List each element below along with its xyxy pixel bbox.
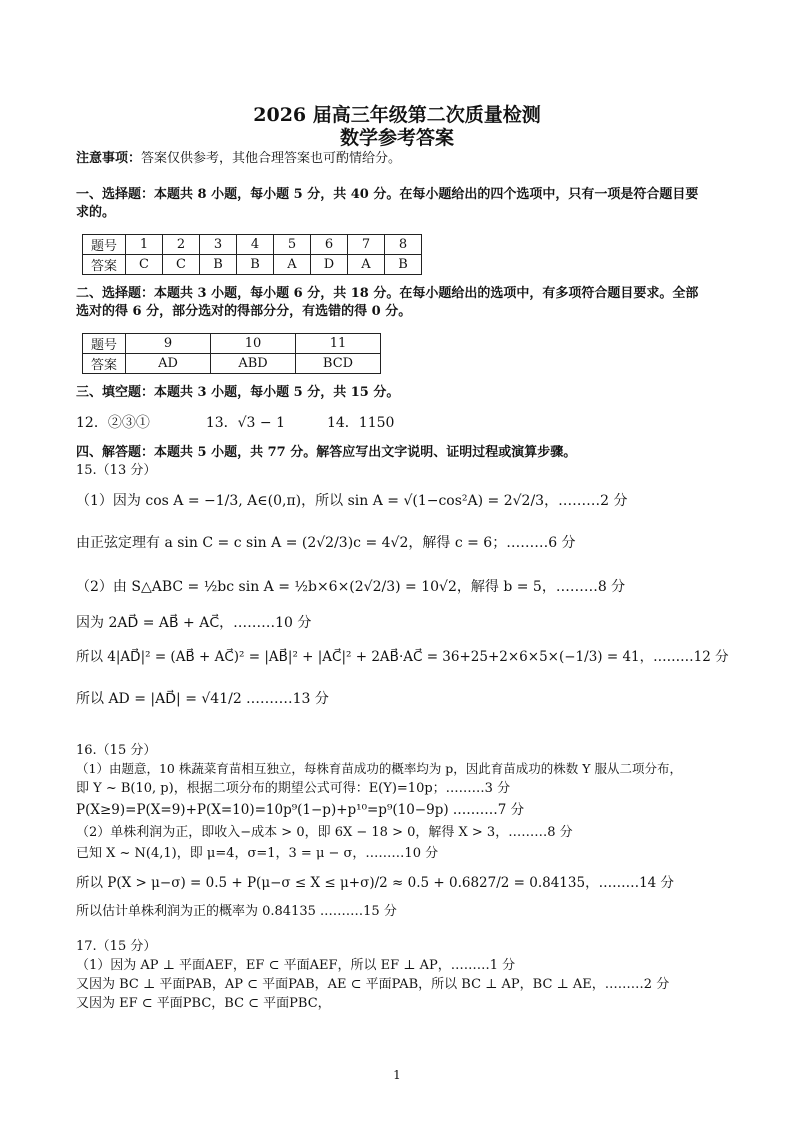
page-title: 2026 届高三年级第二次质量检测 — [253, 104, 541, 126]
question-number: 7 — [348, 235, 385, 255]
question-number: 10 — [211, 334, 296, 354]
q16-line: 所以估计单株利润为正的概率为 0.84135 .………15 分 — [76, 904, 397, 919]
page-number: 1 — [393, 1068, 401, 1082]
answer-cell: BCD — [296, 354, 381, 374]
answer-cell: B — [385, 255, 422, 275]
row-label: 题号 — [83, 235, 126, 255]
question-number: 1 — [126, 235, 163, 255]
question-number: 5 — [274, 235, 311, 255]
question-number: 6 — [311, 235, 348, 255]
answer-cell: B — [237, 255, 274, 275]
section2-heading-cont: 选对的得 6 分，部分选对的得部分分，有选错的得 0 分。 — [76, 304, 412, 319]
q17-line: （1）因为 AP ⊥ 平面AEF，EF ⊂ 平面AEF，所以 EF ⊥ AP，………1 分 — [76, 958, 516, 973]
table-row — [83, 235, 422, 255]
q17-title: 17.（15 分） — [76, 939, 157, 954]
table-row — [83, 334, 381, 354]
section3-heading: 三、填空题：本题共 3 小题，每小题 5 分，共 15 分。 — [76, 385, 400, 400]
answer-cell: B — [200, 255, 237, 275]
answer-cell: A — [274, 255, 311, 275]
answer-cell: C — [126, 255, 163, 275]
q16-line: （1）由题意，10 株蔬菜育苗相互独立，每株育苗成功的概率均为 p，因此育苗成功的株数 Y 服从二项分布， — [76, 761, 683, 776]
section2-heading: 二、选择题：本题共 3 小题，每小题 6 分，共 18 分。在每小题给出的选项中，有多项符合题目要求。全部 — [76, 286, 699, 301]
section2-answer-table — [82, 333, 381, 374]
row-label: 题号 — [83, 334, 126, 354]
section4-heading: 四、解答题：本题共 5 小题，共 77 分。解答应写出文字说明、证明过程或演算步骤。 — [76, 445, 577, 460]
q16-line: 已知 X ~ N(4,1)，即 μ=4，σ=1，3 = μ − σ，………10 分 — [76, 846, 439, 861]
answer-cell: AD — [126, 354, 211, 374]
question-number: 3 — [200, 235, 237, 255]
answer-cell: D — [311, 255, 348, 275]
section1-heading: 一、选择题：本题共 8 小题，每小题 5 分，共 40 分。在每小题给出的四个选项中，只有一项是符合题目要 — [76, 187, 699, 202]
q17-line: 又因为 BC ⊥ 平面PAB，AP ⊂ 平面PAB，AE ⊂ 平面PAB，所以 BC ⊥ AP，BC ⊥ AE，………2 分 — [76, 977, 670, 992]
q16-line: 所以 P(X > μ−σ) = 0.5 + P(μ−σ ≤ X ≤ μ+σ)/2 ≈ 0.5 + 0.6827/2 = 0.84135，………14 分 — [76, 875, 675, 891]
notice-text: 答案仅供参考，其他合理答案也可酌情给分。 — [141, 151, 402, 166]
question-number: 9 — [126, 334, 211, 354]
question-number: 2 — [163, 235, 200, 255]
q16-line: P(X≥9)=P(X=9)+P(X=10)=10p⁹(1−p)+p¹⁰=p⁹(10−9p) .………7 分 — [76, 802, 525, 818]
question-number: 8 — [385, 235, 422, 255]
fill-in-answers: 12．②③① 13．√3 − 1 14．1150 — [76, 415, 395, 431]
section1-answer-table — [82, 234, 422, 275]
table-row — [83, 255, 422, 275]
q15-line: 因为 2AD⃗ = AB⃗ + AC⃗，………10 分 — [76, 615, 312, 631]
q15-line: （2）由 S△ABC = ½bc sin A = ½b×6×(2√2/3) = 10√2，解得 b = 5，………8 分 — [76, 579, 626, 595]
q15-line: （1）因为 cos A = −1/3, A∈(0,π)，所以 sin A = √(1−cos²A) = 2√2/3，………2 分 — [76, 493, 628, 509]
q16-title: 16.（15 分） — [76, 743, 157, 758]
q15-title: 15.（13 分） — [76, 463, 157, 478]
question-number: 11 — [296, 334, 381, 354]
q15-line: 所以 AD = |AD⃗| = √41/2 .………13 分 — [76, 691, 329, 707]
q15-line: 所以 4|AD⃗|² = (AB⃗ + AC⃗)² = |AB⃗|² + |AC⃗|² + 2AB⃗·AC⃗ = 36+25+2×6×5×(−1/3) = 41，………12 分 — [76, 649, 729, 665]
row-label: 答案 — [83, 354, 126, 374]
q15-line: 由正弦定理有 a sin C = c sin A = (2√2/3)c = 4√2，解得 c = 6；………6 分 — [76, 535, 576, 551]
question-number: 4 — [237, 235, 274, 255]
section1-heading-cont: 求的。 — [76, 205, 116, 220]
answer-cell: A — [348, 255, 385, 275]
answer-cell: C — [163, 255, 200, 275]
answer-cell: ABD — [211, 354, 296, 374]
row-label: 答案 — [83, 255, 126, 275]
page-subtitle: 数学参考答案 — [339, 127, 454, 149]
notice: 注意事项：答案仅供参考，其他合理答案也可酌情给分。 — [76, 151, 402, 166]
q17-line: 又因为 EF ⊂ 平面PBC，BC ⊂ 平面PBC， — [76, 996, 331, 1011]
q16-line: （2）单株利润为正，即收入−成本 > 0，即 6X − 18 > 0，解得 X > 3，………8 分 — [76, 825, 573, 840]
table-row — [83, 354, 381, 374]
q16-line: 即 Y ~ B(10, p)，根据二项分布的期望公式可得：E(Y)=10p；………3 分 — [76, 781, 511, 796]
